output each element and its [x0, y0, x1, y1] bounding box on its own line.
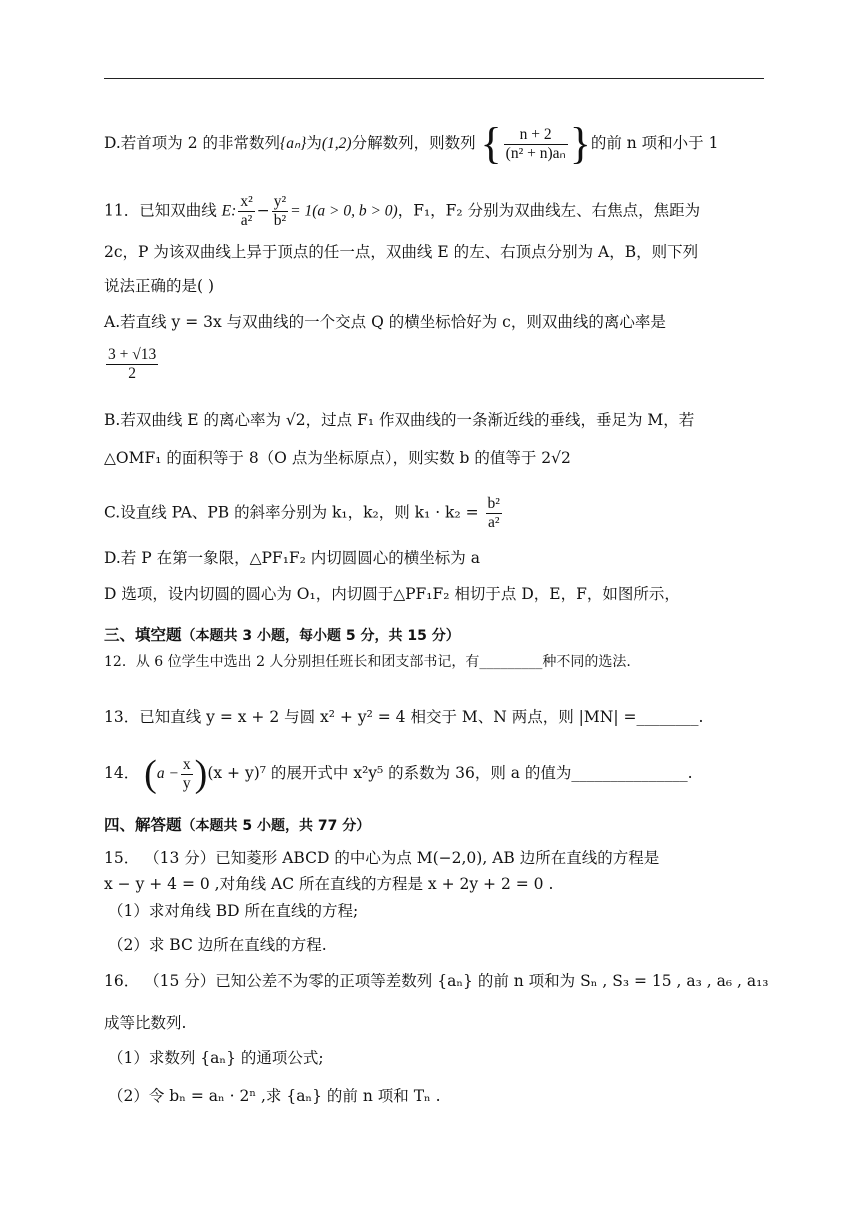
section4-title: 四、解答题 [104, 816, 182, 834]
q11-y2: y² [273, 193, 287, 210]
q11-line3: 说法正确的是( ) [104, 277, 215, 295]
q12: 12．从 6 位学生中选出 2 人分别担任班长和团支部书记，有_________种不同的选法. [104, 654, 631, 670]
q11-a-num: 3 + √13 [108, 346, 157, 363]
q11-option-c [104, 495, 504, 532]
section3-note: （本题共 3 小题，每小题 5 分，共 15 分） [181, 628, 460, 644]
q11-option-b-line1: B.若双曲线 E 的离心率为 √2，过点 F₁ 作双曲线的一条渐近线的垂线，垂足为 M，若 [104, 411, 695, 429]
q11-option-a-fraction [104, 346, 160, 383]
q14-left-paren: ( [144, 753, 157, 795]
q11-c-den: a² [487, 514, 500, 531]
q16-line1: 16． （15 分）已知公差不为零的正项等差数列 {aₙ} 的前 n 项和为 Sₙ , S₃ = 15 , a₃ , a₆ , a₁₃ [104, 972, 769, 990]
section3-heading [104, 624, 460, 647]
q11-a-den: 2 [128, 365, 136, 382]
q15-part1: （1）求对角线 BD 所在直线的方程; [108, 902, 359, 920]
q11-option-d: D.若 P 在第一象限，△PF₁F₂ 内切圆圆心的横坐标为 a [104, 549, 480, 567]
q14-num: x [182, 755, 191, 773]
header-rule [104, 78, 764, 79]
q11-frac-x [238, 193, 254, 230]
q10-d-prefix: D.若首项为 2 的非常数列 [104, 134, 281, 152]
q14-den: y [182, 774, 191, 792]
section4-heading [104, 814, 370, 837]
q11-eq-lhs: E: [221, 202, 237, 220]
q14-rest: (x + y)⁷ 的展开式中 x²y⁵ 的系数为 36，则 a 的值为_______________. [207, 764, 693, 782]
q10-d-frac-num: n + 2 [504, 126, 568, 145]
q11-line1 [104, 193, 700, 230]
q11-intro: 11．已知双曲线 [104, 201, 217, 220]
q11-a2: a² [240, 212, 253, 229]
section3-title: 三、填空题 [104, 626, 182, 644]
q11-minus: − [256, 201, 270, 220]
q14-a: a − [156, 765, 179, 782]
left-brace: { [480, 119, 502, 168]
q11-c-fraction [486, 495, 502, 532]
q11-option-a: A.若直线 y = 3x 与双曲线的一个交点 Q 的横坐标恰好为 c，则双曲线的离心率是 [104, 313, 666, 331]
q11-frac-y [272, 193, 288, 230]
q10-d-mid: 为 [306, 134, 322, 152]
q15-line2: x − y + 4 = 0 ,对角线 AC 所在直线的方程是 x + 2y + 2 = 0 . [104, 875, 554, 893]
q16-part1: （1）求数列 {aₙ} 的通项公式; [108, 1049, 324, 1067]
q11-foci-text: ，F₁，F₂ 分别为双曲线左、右焦点，焦距为 [397, 201, 701, 220]
q16-part2: （2）令 bₙ = aₙ · 2ⁿ ,求 {aₙ} 的前 n 项和 Tₙ . [108, 1087, 441, 1105]
q11-option-b-line2: △OMF₁ 的面积等于 8（O 点为坐标原点），则实数 b 的值等于 2√2 [104, 449, 571, 467]
q10-d-pair: (1,2) [321, 135, 352, 152]
q14-number: 14． [104, 764, 140, 782]
q14-fraction [181, 756, 193, 793]
q10-option-d [104, 119, 719, 168]
q10-d-frac-den: (n² + n)aₙ [505, 144, 566, 162]
right-brace: } [569, 119, 591, 168]
q11-c-text: C.设直线 PA、PB 的斜率分别为 k₁，k₂，则 k₁ · k₂ = [104, 503, 479, 522]
q10-d-mid2: 分解数列，则数列 [351, 134, 476, 152]
q11-x2: x² [240, 193, 253, 210]
q13: 13．已知直线 y = x + 2 与圆 x² + y² = 4 相交于 M、N 两点，则 |MN| =________. [104, 708, 704, 726]
q11-b2: b² [273, 212, 287, 229]
q10-d-seq: {aₙ} [280, 135, 307, 152]
section4-note: （本题共 5 小题，共 77 分） [181, 818, 371, 834]
eccentricity-fraction [106, 346, 158, 383]
q16-line2: 成等比数列. [104, 1014, 187, 1032]
q15-line1: 15． （13 分）已知菱形 ABCD 的中心为点 M(−2,0), AB 边所在直线的方程是 [104, 849, 660, 867]
q14 [104, 755, 693, 793]
q15-part2: （2）求 BC 边所在直线的方程. [108, 936, 327, 954]
q10-d-suffix: 的前 n 项和小于 1 [590, 134, 719, 152]
q11-eq-rhs: = 1(a > 0, b > 0) [290, 202, 398, 220]
q14-right-paren: ) [194, 753, 208, 795]
q11-line2: 2c，P 为该双曲线上异于顶点的任一点，双曲线 E 的左、右顶点分别为 A，B，则下列 [104, 243, 699, 261]
q11-option-d-note: D 选项，设内切圆的圆心为 O₁，内切圆于△PF₁F₂ 相切于点 D，E，F，如图所示， [104, 585, 680, 603]
q11-c-num: b² [487, 495, 500, 512]
q10-d-fraction [504, 126, 568, 163]
